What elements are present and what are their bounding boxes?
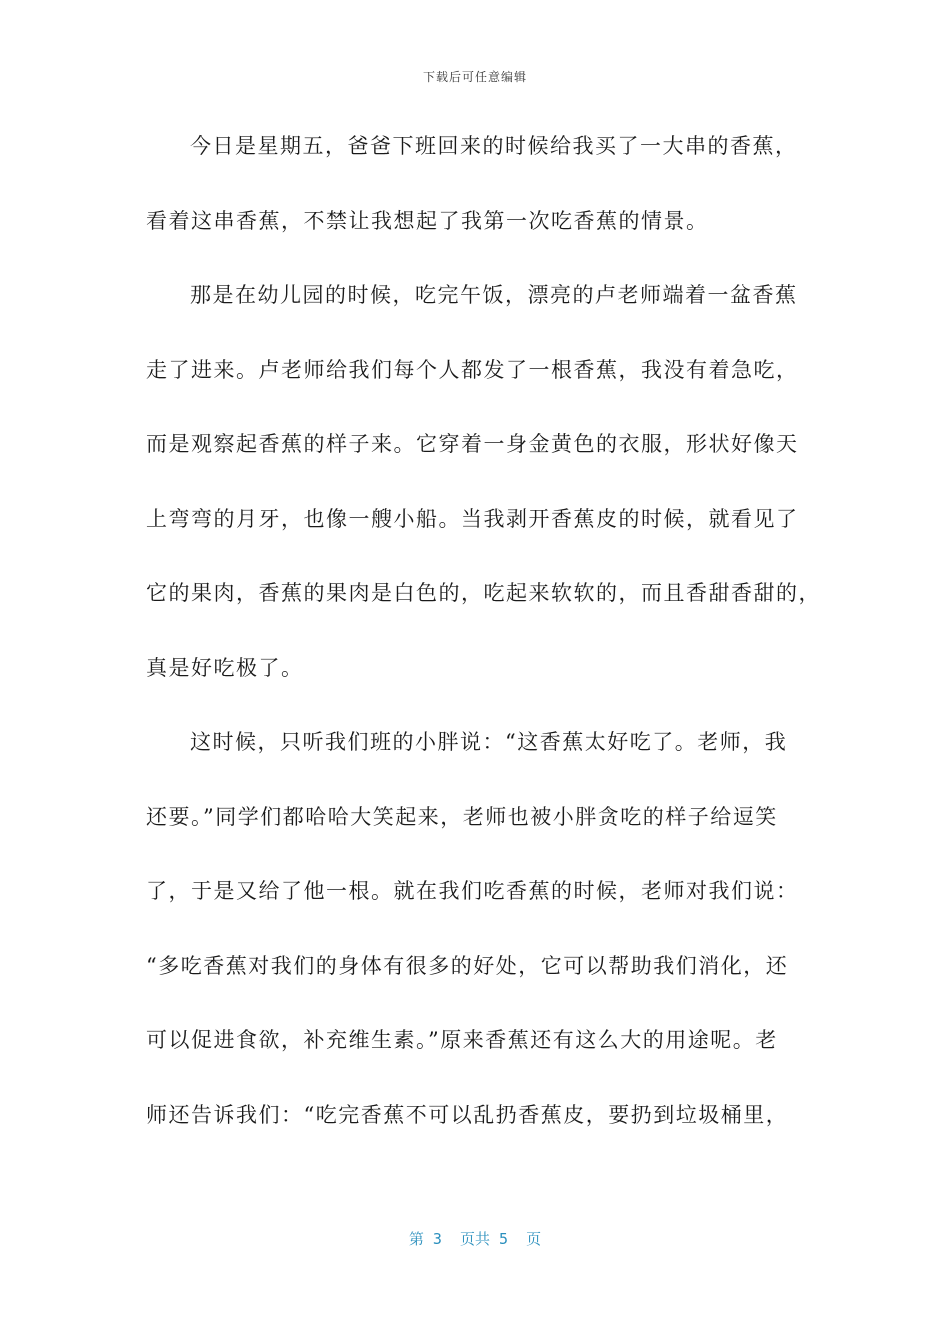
text-line: 师还告诉我们：“吃完香蕉不可以乱扔香蕉皮，要扔到垃圾桶里， — [146, 1102, 789, 1127]
text-line: 看着这串香蕉，不禁让我想起了我第一次吃香蕉的情景。 — [146, 208, 709, 233]
text-line: 了，于是又给了他一根。就在我们吃香蕉的时候，老师对我们说： — [146, 879, 799, 903]
page-header: 下载后可任意编辑 — [422, 70, 527, 84]
text-line: 今日是星期五，爸爸下班回来的时候给我买了一大串的香蕉， — [190, 134, 798, 158]
text-line: 而是观察起香蕉的样子来。它穿着一身金黄色的衣服，形状好像天 — [146, 432, 799, 456]
document-body — [146, 128, 821, 1171]
text-line: 还要。”同学们都哈哈大笑起来，老师也被小胖贪吃的样子给逗笑 — [146, 804, 778, 829]
text-line: 走了进来。卢老师给我们每个人都发了一根香蕉，我没有着急吃， — [146, 357, 799, 382]
text-line: 可以促进食欲，补充维生素。”原来香蕉还有这么大的用途呢。老 — [146, 1028, 778, 1052]
text-line: 它的果肉，香蕉的果肉是白色的，吃起来软软的，而且香甜香甜的， — [146, 581, 821, 605]
text-line: “多吃香蕉对我们的身体有很多的好处，它可以帮助我们消化，还 — [146, 953, 789, 978]
text-line: 这时候，只听我们班的小胖说：“这香蕉太好吃了。老师，我 — [190, 730, 788, 754]
text-line: 那是在幼儿园的时候，吃完午饭，漂亮的卢老师端着一盆香蕉 — [190, 283, 798, 307]
text-line: 真是好吃极了。 — [146, 655, 304, 680]
text-line: 上弯弯的月牙，也像一艘小船。当我剥开香蕉皮的时候，就看见了 — [146, 506, 799, 531]
page-footer: 第 3 页共 5 页 — [408, 1230, 542, 1248]
